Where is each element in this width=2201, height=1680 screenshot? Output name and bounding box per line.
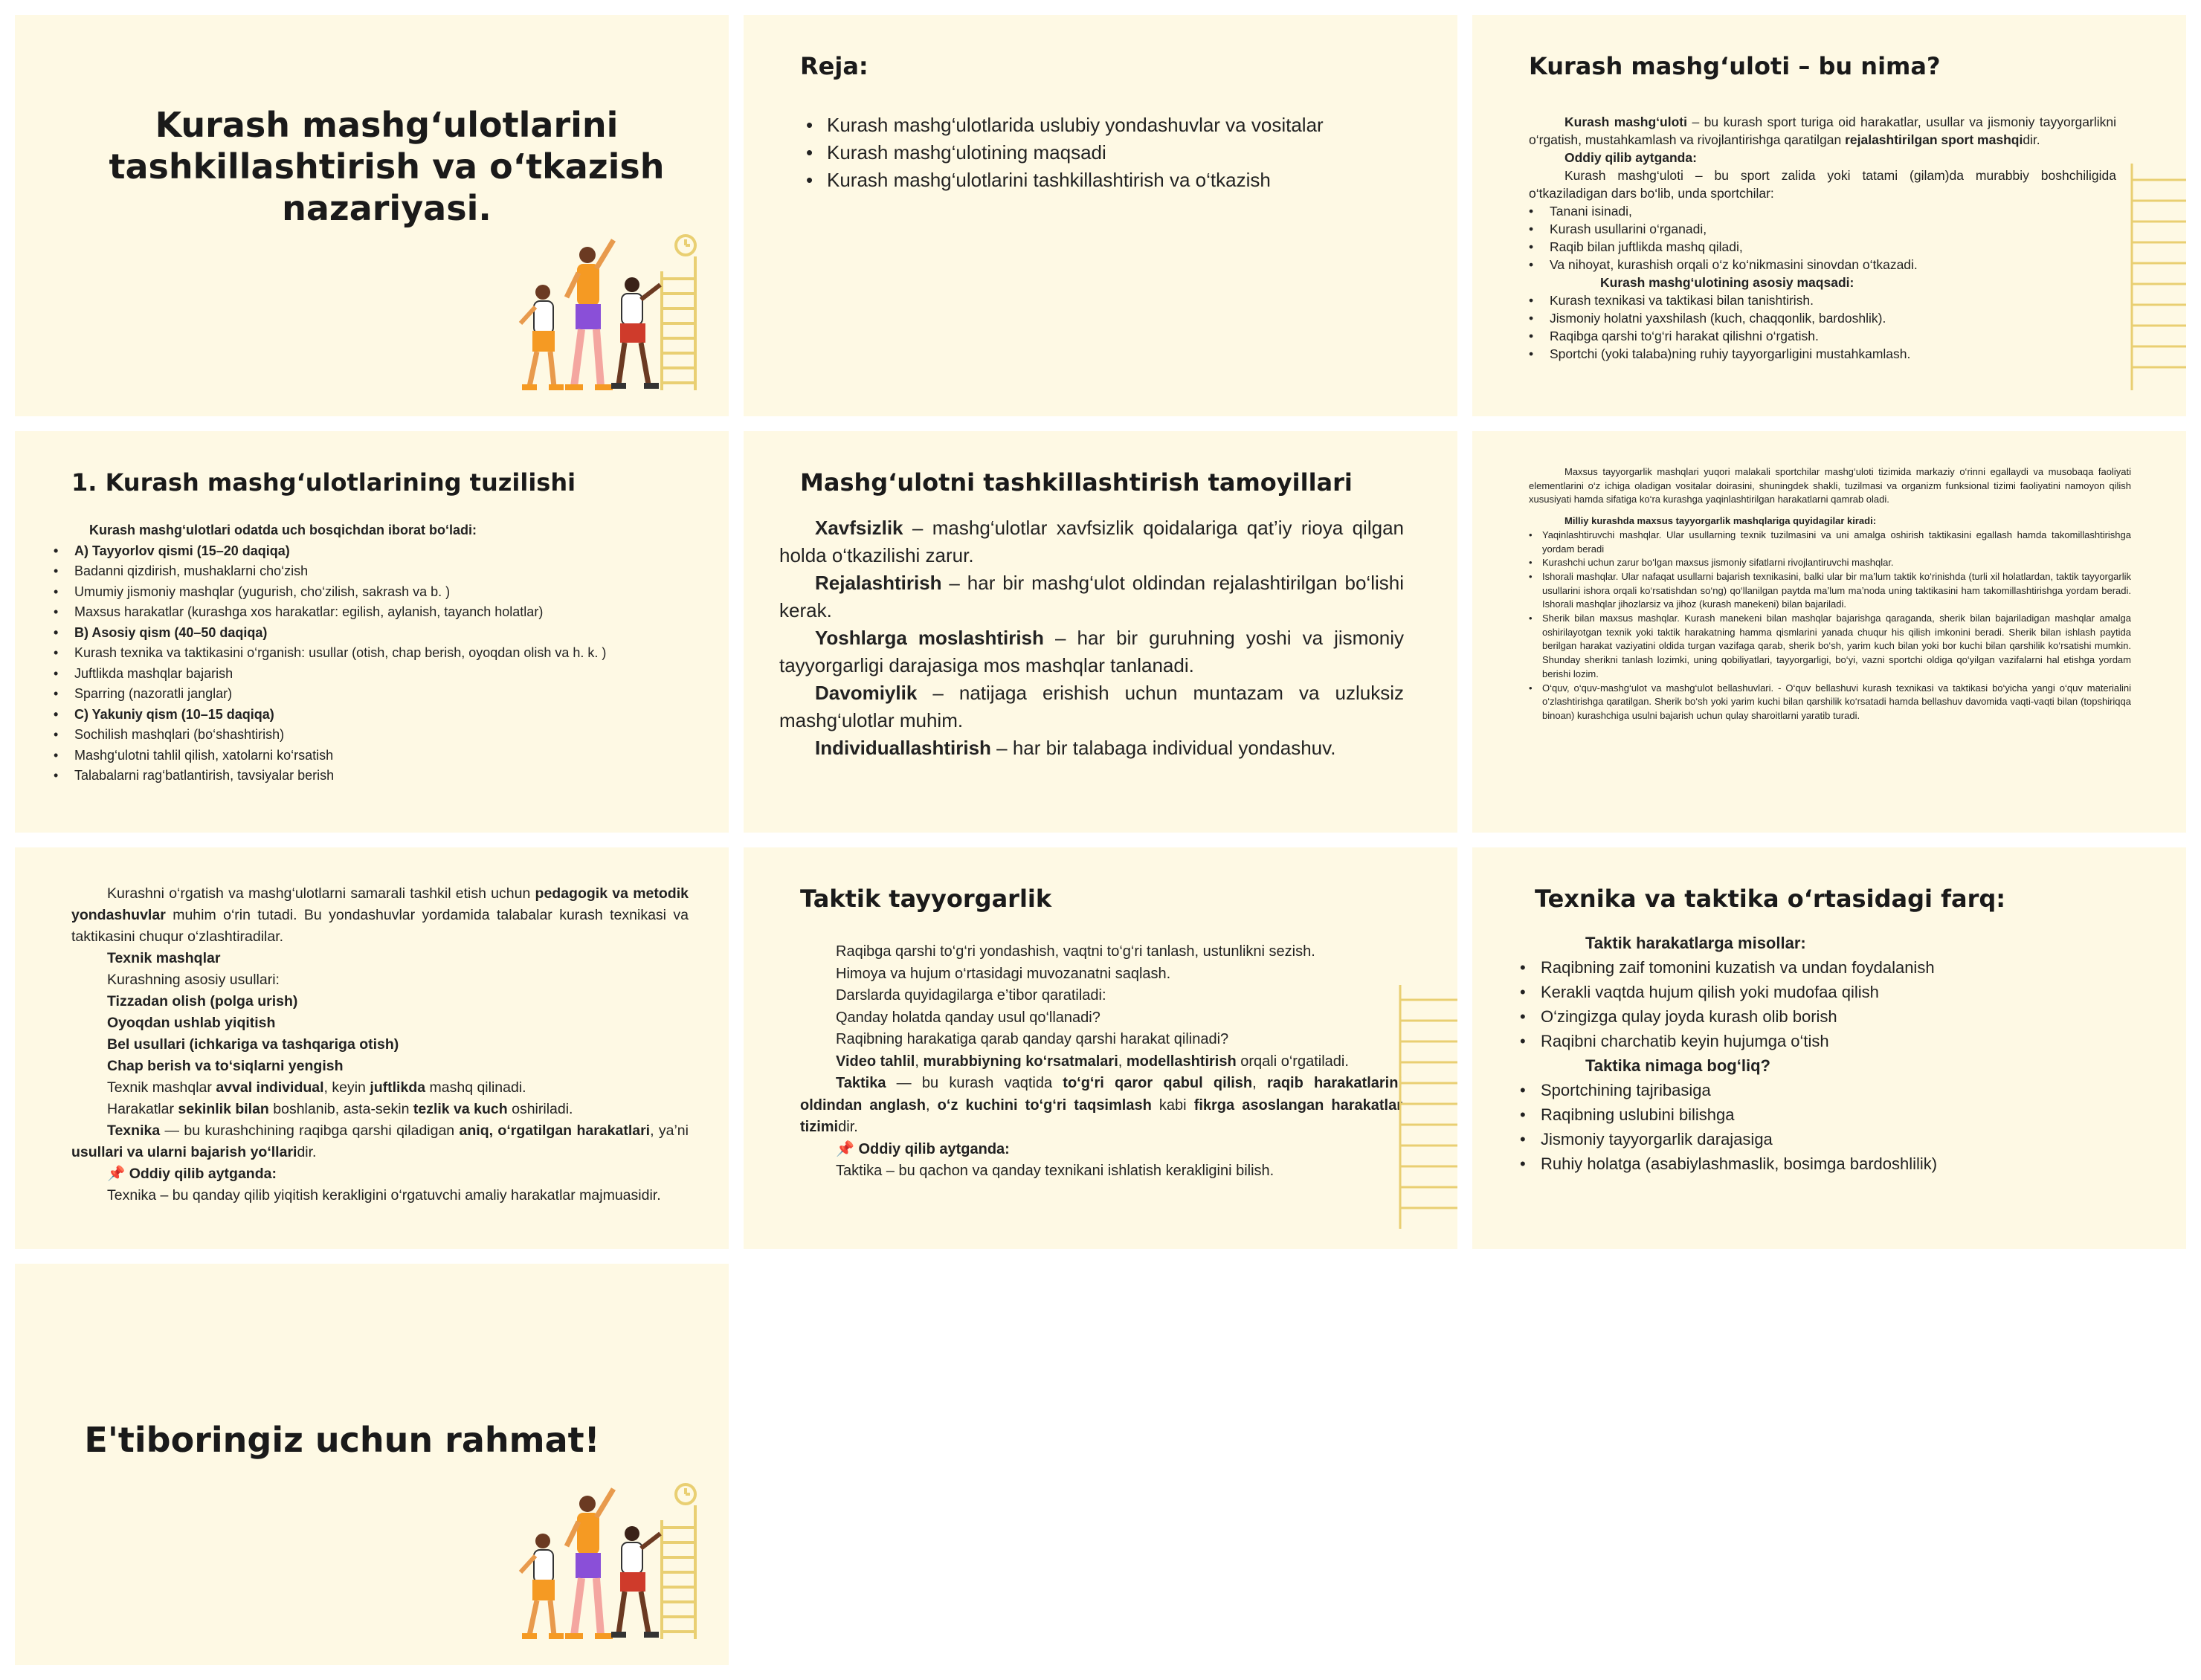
difference-body: Taktik harakatlarga misollar: • Raqibning zaif tomonini kuzatish va undan foydalanish • Kerakli vaqtda hujum qilish yoki mudofaa qilish • O‘zingizga qulay joyda kurash olib borish • Raqibni charchatib keyin hujumga o‘tish Taktika nimaga bog‘liq? • Sportchining tajribasiga • Raqibning uslubini bilishga • Jismoniy tayyorgarlik darajasiga • Ruhiy holatga (asabiylashmaslik, bosimga bardoshlilik) (1520, 931, 2159, 1176)
athlete-center-icon (565, 1489, 613, 1639)
structure-list-item: • Maxsus harakatlar (kurashga xos harakatlar: egilish, aylanish, tayanch holatlar) (54, 602, 693, 623)
structure-list-item: • Sparring (nazoratli janglar) (54, 684, 693, 705)
slide-title[interactable] (15, 15, 729, 416)
structure-list-item: • Umumiy jismoniy mashqlar (yugurish, cho‘zilish, sakrash va b. ) (54, 582, 693, 603)
exercise-illustration (513, 1476, 714, 1647)
difference-title: Texnika va taktika o‘rtasidagi farq: (1535, 885, 2006, 913)
principles-title: Mashg‘ulotni tashkillashtirish tamoyillari (800, 468, 1353, 497)
special-body: Maxsus tayyorgarlik mashqlari yuqori malakali sportchilar mashg‘uloti tizimida markaziy o‘rinni egallaydi va musobaqa faoliyati elementlarini o‘z ichiga oladigan vositalar doirasini, shuningdek shakli, tuzilmasi va organizm funksional tizimi faoliyatini namoyon qilish xususiyati hamda sifatiga ko‘ra kurashga yaqinlashtirilgan harakatlarni qamrab oladi. Milliy kurashda maxsus tayyorgarlik mashqlariga quyidagilar kiradi: • Yaqinlashtiruvchi mashqlar. Ular usullarning texnik tuzilmasini va uni amalga oshirish taktikasini egallash hamda takomillashtirishga yordam beradi • Kurashchi uchun zarur bo‘lgan maxsus jismoniy sifatlarni rivojlantiruvchi mashqlar. • Ishorali mashqlar. Ular nafaqat usullarni bajarish texnikasini, balki ular bir ma’lum taktik ko‘rinishda (turli xil holatlardan, taktik tayyorgarlik usullarini ishora orqali ko‘rsatishdan so‘ng) qo‘llanilgan paytda ma’lum ma’noda uning taktikasini ham takomillashtirishga yordam beradi. Ishorali mashqlar jihozlarsiz va jihoz (kurash manekeni) bilan bajariladi. • Sherik bilan maxsus mashqlar. Kurash manekeni bilan mashqlar bajarishga qaraganda, sherik bilan bajariladigan mashqlar amalga oshirilayotgan texnik yoki taktik harakatning hamma qismlarini yanada chuqur his qilish imkonini beradi. Sherik bilan ishlash paytida berilgan harakat vaziyatini oldida turgan vazifaga qarab, sherik bo‘sh, yarim kuch bilan yoki bor kuchi bilan qarshilik ko‘rsatishi mumkin. Shunday sherikni tanlash lozimki, uning qobiliyatlari, tayyorgarligi, bo‘yi, vazni sportchi oldiga qo‘yilgan vazifalarni hal etishga yordam berishi lozim. • O‘quv, o‘quv-mashg‘ulot va mashg‘ulot bellashuvlari. - O‘quv bellashuvi kurash texnikasi va taktikasi bo‘yicha yangi o‘quv materialini o‘zlashtirishga qaratilgan. Sherik bo‘sh yoki yarim kuchi bilan qarshilik ko‘rsatadi hamda bellashuv davomida vaqti-vaqti bilan (topshiriqqa binoan) kurashchiga usulni bajarish uchun qulay sharoitlarni yaratib turadi. (1529, 465, 2131, 723)
slide-title-heading: Kurash mashg‘ulotlarini tashkillashtirish va o‘tkazish nazariyasi. (109, 105, 665, 228)
structure-list-item: • Juftlikda mashqlar bajarish (54, 664, 693, 685)
structure-list-item: • A) Tayyorlov qismi (15–20 daqiqa) (54, 541, 693, 562)
methods-body: Kurashni o‘rgatish va mashg‘ulotlarni samarali tashkil etish uchun pedagogik va metodik yondashuvlar muhim o‘rin tutadi. Bu yondashuvlar yordamida talabalar kurash texnikasi va taktikasini chuqur o‘zlashtiradilar. Texnik mashqlar Kurashning asosiy usullari: Tizzadan olish (polga urish) Oyoqdan ushlab yiqitish Bel usullari (ichkariga va tashqariga otish) Chap berish va to‘siqlarni yengish Texnik mashqlar avval individual, keyin juftlikda mashq qilinadi. Harakatlar sekinlik bilan boshlanib, asta-sekin tezlik va kuch oshiriladi. Texnika — bu kurashchining raqibga qarshi qiladigan aniq, o‘rgatilgan harakatlari, ya’ni usullari va ularni bajarish yo‘llaridir. 📌 Oddiy qilib aytganda: Texnika – bu qanday qilib yiqitish kerakligini o‘rgatuvchi amaliy harakatlar majmuasidir. (71, 885, 689, 1204)
plan-item: • Kurash mashg‘ulotlarida uslubiy yondashuvlar va vositalar (806, 112, 1416, 139)
structure-list-item: • Badanni qizdirish, mushaklarni cho‘zish (54, 561, 693, 582)
thanks-heading: E'tiboringiz uchun rahmat! (84, 1420, 600, 1460)
pin-icon: 📌 (836, 1140, 854, 1157)
list-item: • Tanani isinadi, (1529, 202, 2116, 220)
plan-list (806, 112, 1416, 194)
slide-tactical[interactable] (744, 847, 1457, 1249)
plan-item: • Kurash mashg‘ulotining maqsadi (806, 139, 1416, 167)
list-item: • Sportchining tajribasiga (1520, 1078, 2159, 1102)
what-is-body: Kurash mashg‘uloti – bu kurash sport turiga oid harakatlar, usullar va jismoniy tayyorgarlikni o‘rgatish, mustahkamlash va rivojlantirishga qaratilgan rejalashtirilgan sport mashqidir. Oddiy qilib aytganda: Kurash mashg‘uloti – bu sport zalida yoki tatami (gilam)da murabbiy boshchiligida o‘tkaziladigan dars bo‘lib, unda sportchilar: • Tanani isinadi, • Kurash usullarini o‘rganadi, • Raqib bilan juftlikda mashq qiladi, • Va nihoyat, kurashish orqali o‘z ko‘nikmasini sinovdan o‘tkazadi. Kurash mashg‘ulotining asosiy maqsadi: • Kurash texnikasi va taktikasi bilan tanishtirish. • Jismoniy holatni yaxshilash (kuch, chaqqonlik, bardoshlik). • Raqibga qarshi to‘g‘ri harakat qilishni o‘rgatish. • Sportchi (yoki talaba)ning ruhiy tayyorgarligini mustahkamlash. (1529, 113, 2116, 363)
structure-list-item: • Sochilish mashqlari (bo‘shashtirish) (54, 725, 693, 746)
list-item: • O‘zingizga qulay joyda kurash olib borish (1520, 1004, 2159, 1029)
list-item: • Kurashchi uchun zarur bo‘lgan maxsus jismoniy sifatlarni rivojlantiruvchi mashqlar. (1529, 556, 2131, 570)
structure-list-item: • Talabalarni rag‘batlantirish, tavsiyalar berish (54, 766, 693, 786)
list-item: • Ruhiy holatga (asabiylashmaslik, bosimga bardoshlilik) (1520, 1151, 2159, 1176)
wall-bars-icon (2130, 164, 2186, 394)
list-item: • Raqibni charchatib keyin hujumga o‘tish (1520, 1029, 2159, 1053)
exercise-illustration (513, 227, 714, 398)
athlete-right-icon (611, 1526, 660, 1638)
slide-difference[interactable] (1472, 847, 2186, 1249)
slide-principles[interactable] (744, 431, 1457, 833)
plan-title: Reja: (800, 52, 869, 80)
plan-item: • Kurash mashg‘ulotlarini tashkillashtirish va o‘tkazish (806, 167, 1416, 194)
slide-structure[interactable] (15, 431, 729, 833)
list-item: • Raqibning zaif tomonini kuzatish va undan foydalanish (1520, 955, 2159, 980)
list-item: • Yaqinlashtiruvchi mashqlar. Ular usullarning texnik tuzilmasini va uni amalga oshirish taktikasini egallash hamda takomillashtirishga yordam beradi (1529, 529, 2131, 556)
list-item: • Jismoniy holatni yaxshilash (kuch, chaqqonlik, bardoshlik). (1529, 309, 2116, 327)
principles-body: Xavfsizlik – mashg‘ulotlar xavfsizlik qoidalariga qat’iy rioya qilgan holda o‘tkazilishi zarur. Rejalashtirish – har bir mashg‘ulot oldindan rejalashtirilgan bo‘lishi kerak. Yoshlarga moslashtirish – har bir guruhning yoshi va jismoniy tayyorgarligi darajasiga mos mashqlar tanlanadi. Davomiylik – natijaga erishish uchun muntazam va uzluksiz mashg‘ulotlar muhim. Individuallashtirish – har bir talabaga individual yondashuv. (779, 517, 1405, 759)
structure-title: 1. Kurash mashg‘ulotlarining tuzilishi (71, 468, 576, 497)
list-item: • Va nihoyat, kurashish orqali o‘z ko‘nikmasini sinovdan o‘tkazadi. (1529, 256, 2116, 274)
structure-list-item: • B) Asosiy qism (40–50 daqiqa) (54, 623, 693, 644)
athlete-center-icon (565, 240, 613, 390)
athlete-left-icon (521, 1534, 564, 1639)
structure-body: Kurash mashg‘ulotlari odatda uch bosqichdan iborat bo‘ladi: • A) Tayyorlov qismi (15–20 daqiqa) • Badanni qizdirish, mushaklarni cho‘zish • Umumiy jismoniy mashqlar (yugurish, cho‘zilish, sakrash va b. ) • Maxsus harakatlar (kurashga xos harakatlar: egilish, aylanish, tayanch holatlar) • B) Asosiy qism (40–50 daqiqa) • Kurash texnika va taktikasini o‘rganish: usullar (otish, chap berish, oyoqdan olish va h. k. ) • Juftlikda mashqlar bajarish • Sparring (nazoratli janglar) • C) Yakuniy qism (10–15 daqiqa) • Sochilish mashqlari (bo‘shashtirish) • Mashg‘ulotni tahlil qilish, xatolarni ko‘rsatish • Talabalarni rag‘batlantirish, tavsiyalar berish (54, 520, 693, 786)
wall-bars-icon (1398, 985, 1457, 1230)
list-item: • Raqibning uslubini bilishga (1520, 1102, 2159, 1127)
wall-bars-icon (662, 236, 695, 390)
list-item: • Ishorali mashqlar. Ular nafaqat usullarni bajarish texnikasini, balki ular bir ma’lum taktik ko‘rinishda (turli xil holatlardan, taktik tayyorgarlik usullarini ishora orqali ko‘rsatishdan so‘ng) qo‘llanilgan paytda ma’lum ma’noda uning taktikasini ham takomillashtirishga yordam beradi. Ishorali mashqlar jihozlarsiz va jihoz (kurash manekeni) bilan bajariladi. (1529, 570, 2131, 612)
structure-list-item: • Kurash texnika va taktikasini o‘rganish: usullar (otish, chap berish, oyoqdan olish va h. k. ) (54, 643, 693, 664)
structure-list-item: • Mashg‘ulotni tahlil qilish, xatolarni ko‘rsatish (54, 746, 693, 766)
list-item: • Kurash texnikasi va taktikasi bilan tanishtirish. (1529, 291, 2116, 309)
tactical-body: Raqibga qarshi to‘g‘ri yondashish, vaqtni to‘g‘ri tanlash, ustunlikni sezish. Himoya va hujum o‘rtasidagi muvozanatni saqlash. Darslarda quyidagilarga e’tibor qaratiladi: Qanday holatda qanday usul qo‘llanadi? Raqibning harakatiga qarab qanday qarshi harakat qilinadi? Video tahlil, murabbiyning ko‘rsatmalari, modellashtirish orqali o‘rgatiladi. Taktika — bu kurash vaqtida to‘g‘ri qaror qabul qilish, raqib harakatlarini oldindan anglash, o‘z kuchini to‘g‘ri taqsimlash kabi fikrga asoslangan harakatlar tizimidir. 📌 Oddiy qilib aytganda: Taktika – bu qachon va qanday texnikani ishlatish kerakligini bilish. (800, 943, 1403, 1179)
list-item: • Sherik bilan maxsus mashqlar. Kurash manekeni bilan mashqlar bajarishga qaraganda, sherik bilan bajariladigan mashqlar amalga oshirilayotgan texnik yoki taktik harakatning hamma qismlarini yanada chuqur his qilish imkonini beradi. Sherik bilan ishlash paytida berilgan harakat vaziyatini oldida turgan vazifaga qarab, sherik bo‘sh, yarim kuch bilan yoki bor kuchi bilan qarshilik ko‘rsatishi mumkin. Shunday sherikni tanlash lozimki, uning qobiliyatlari, tayyorgarligi, bo‘yi, vazni sportchi oldiga qo‘yilgan vazifalarni hal etishga yordam berishi lozim. (1529, 612, 2131, 682)
structure-list-item: • C) Yakuniy qism (10–15 daqiqa) (54, 705, 693, 726)
list-item: • Kerakli vaqtda hujum qilish yoki mudofaa qilish (1520, 980, 2159, 1004)
athlete-left-icon (521, 285, 564, 390)
pin-icon: 📌 (107, 1166, 126, 1182)
athlete-right-icon (611, 277, 660, 389)
slide-special-exercises[interactable] (1472, 431, 2186, 833)
list-item: • Kurash usullarini o‘rganadi, (1529, 220, 2116, 238)
list-item: • O‘quv, o‘quv-mashg‘ulot va mashg‘ulot bellashuvlari. - O‘quv bellashuvi kurash texnikasi va taktikasi bo‘yicha yangi o‘quv materialini o‘zlashtirishga qaratilgan. Sherik bo‘sh yoki yarim kuchi bilan qarshilik ko‘rsatadi hamda bellashuv davomida vaqti-vaqti bilan (topshiriqqa binoan) kurashchiga usulni bajarish uchun qulay sharoitlarni yaratib turadi. (1529, 682, 2131, 723)
list-item: • Sportchi (yoki talaba)ning ruhiy tayyorgarligini mustahkamlash. (1529, 345, 2116, 363)
list-item: • Raqibga qarshi to‘g‘ri harakat qilishni o‘rgatish. (1529, 327, 2116, 345)
slide-what-is[interactable] (1472, 15, 2186, 416)
structure-list (54, 541, 693, 786)
wall-bars-icon (662, 1484, 695, 1639)
what-is-title: Kurash mashg‘uloti – bu nima? (1529, 52, 1941, 80)
slide-thanks[interactable] (15, 1264, 729, 1665)
list-item: • Raqib bilan juftlikda mashq qiladi, (1529, 238, 2116, 256)
list-item: • Jismoniy tayyorgarlik darajasiga (1520, 1127, 2159, 1151)
slide-methods[interactable] (15, 847, 729, 1249)
tactical-title: Taktik tayyorgarlik (800, 885, 1052, 913)
slide-plan[interactable] (744, 15, 1457, 416)
